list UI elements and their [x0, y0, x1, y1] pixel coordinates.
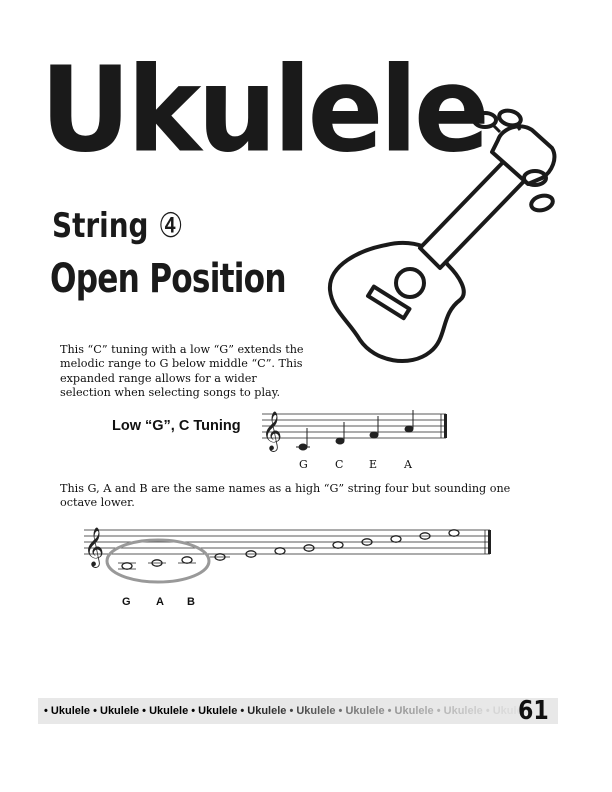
highlight-circle: [107, 540, 209, 582]
treble-clef-icon: 𝄞: [84, 527, 105, 567]
treble-clef-icon: 𝄞: [262, 411, 283, 451]
footer-text: • Ukulele • Ukulele • Ukulele • Ukulele • Ukulele • Ukulele • Ukulele • Ukulele • Ukulele • Ukulele •: [44, 705, 539, 717]
tuning-note-label: G: [299, 458, 308, 471]
string-heading: [52, 206, 183, 246]
string-label: String: [52, 206, 149, 246]
string-number: ④: [158, 206, 184, 246]
intro-paragraph: This “C” tuning with a low “G” extends the melodic range to G below middle “C”. This expanded range allows for a wider selection when selecting songs to play.: [60, 343, 304, 400]
page-number: 61: [518, 696, 549, 726]
position-heading: Open Position: [50, 256, 286, 302]
scale-note-label: B: [187, 596, 195, 608]
scale-note-label: G: [122, 596, 131, 608]
tuning-staff: [258, 404, 458, 460]
tuning-note-label: A: [404, 458, 412, 471]
scale-staff: [80, 522, 500, 592]
ukulele-illustration-icon: [320, 100, 590, 380]
page-title: Ukulele: [40, 42, 486, 180]
tuning-note-label: E: [369, 458, 378, 471]
scale-note-label: A: [156, 596, 164, 608]
tuning-note-label: C: [335, 458, 344, 471]
tuning-label: Low “G”, C Tuning: [112, 418, 241, 434]
footer-bar: [38, 698, 558, 724]
octave-paragraph: This G, A and B are the same names as a high “G” string four but sounding one octave lower.: [60, 482, 511, 510]
